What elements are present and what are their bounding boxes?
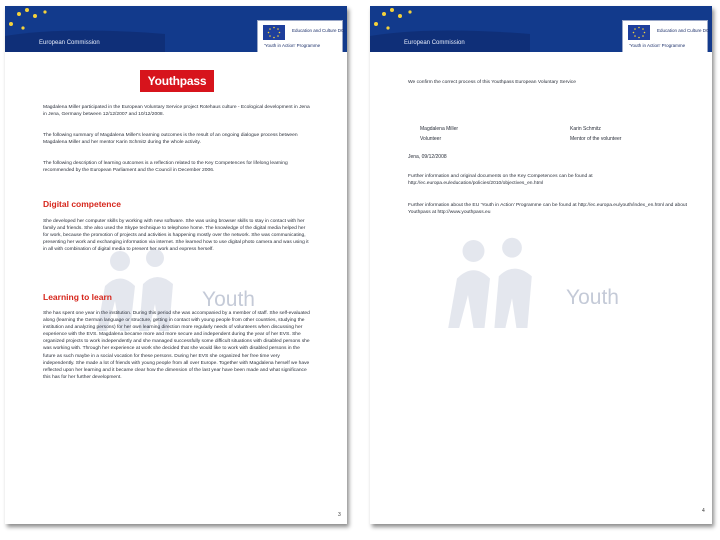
summary-paragraph: The following summary of Magdalena Miller's learning outcomes is the result of an ongoing dialogue process between Magdalena Miller and her mentor Karin Schmitz during the whole activity. [43, 133, 298, 146]
signatory-name: Magdalena Miller [420, 126, 459, 132]
program-logo [622, 20, 708, 52]
page-number: 3 [338, 512, 341, 518]
header-banner [370, 6, 712, 52]
logo-dg-text: Education and Culture DG [657, 28, 710, 33]
signatory-name: Karin Schmitz [570, 126, 601, 132]
youth-in-action-info: Further information about the EU 'Youth in Action' Programme can be found at http://ec.europa.eu/youth/index_en.html and about Youthpass at http://www.youthpass.eu [408, 203, 687, 216]
learning-to-learn-text: She has spent one year in the institution. During this period she was accompanied by a member of staff. She self-evaluated along (learning the German language or structure, getting in contact with young people from other countries, studying the institution and analyzing persons) for her own learning direction more regularly needs of volunteers when discussing her experience with the EVS. Magdalena became more and more secure and independent during the year of her EVS. She organized projects to work independently and she managed successfully some difficult situations with disabled persons she was working with. Through her experience at work she decided that she would like to work with disabled persons in the future as such maybe in a social vocation for these persons. During her EVS she organized her free time very independently. She made a lot of friends with young people from all over Europe. Together with Magdalena herself we have reflected upon her learning and it became clear how the dimension of the last year have been made and what significance this has for her further development. [43, 311, 310, 380]
page-number: 4 [702, 508, 705, 514]
youth-watermark-text: Youth [566, 286, 619, 309]
key-competences-paragraph: The following description of learning outcomes is a reflection related to the Key Competences for lifelong learning recommended by the European Parliament and the Council in December 2006. [43, 161, 288, 174]
eu-flag-icon [628, 25, 650, 40]
youth-watermark-text: Youth [202, 288, 255, 311]
heading-digital-competence: Digital competence [43, 199, 121, 209]
logo-programme-text: 'Youth in Action' Programme [264, 43, 321, 48]
document-page-3 [5, 6, 347, 524]
banner-label: European Commission [39, 40, 100, 46]
key-competences-info: Further information and original documents on the Key Competences can be found at http://ec.europa.eu/education/policies/2010/objectives_en.html [408, 174, 593, 187]
confirmation-line: We confirm the correct process of this Youthpass European Voluntary Service [408, 80, 576, 85]
youth-figures-watermark [446, 234, 556, 334]
heading-learning-to-learn: Learning to learn [43, 292, 112, 302]
document-page-4 [370, 6, 712, 524]
eu-flag-icon [263, 25, 285, 40]
signatory-role: Mentor of the volunteer [570, 136, 622, 142]
digital-competence-text: She developed her computer skills by working with new software. She was using browser skills to stay in contact with her family and friends. She also used the Skype technique to telephone home. The knowledge of the digital media helped her for work, because the promotion of projects and activities is happening mostly over the network. She was communicating, presenting her work and exchanging information via internet. She learned how to use digital photo camera and was using it in all with combination of digital media to present her work and express herself. [43, 219, 309, 253]
logo-programme-text: 'Youth in Action' Programme [629, 43, 686, 48]
program-logo [257, 20, 343, 52]
header-banner [5, 6, 347, 52]
banner-label: European Commission [404, 40, 465, 46]
logo-dg-text: Education and Culture DG [292, 28, 345, 33]
intro-paragraph: Magdalena Miller participated in the European Voluntary Service project Rotehaus culture - Ecological development in Jena in Jena, Germany between 12/12/2007 and 10/12/2008. [43, 105, 310, 118]
signatory-role: Volunteer [420, 136, 442, 142]
place-date: Jena, 09/12/2008 [408, 154, 447, 160]
youthpass-logo: Youthpass [140, 70, 214, 92]
